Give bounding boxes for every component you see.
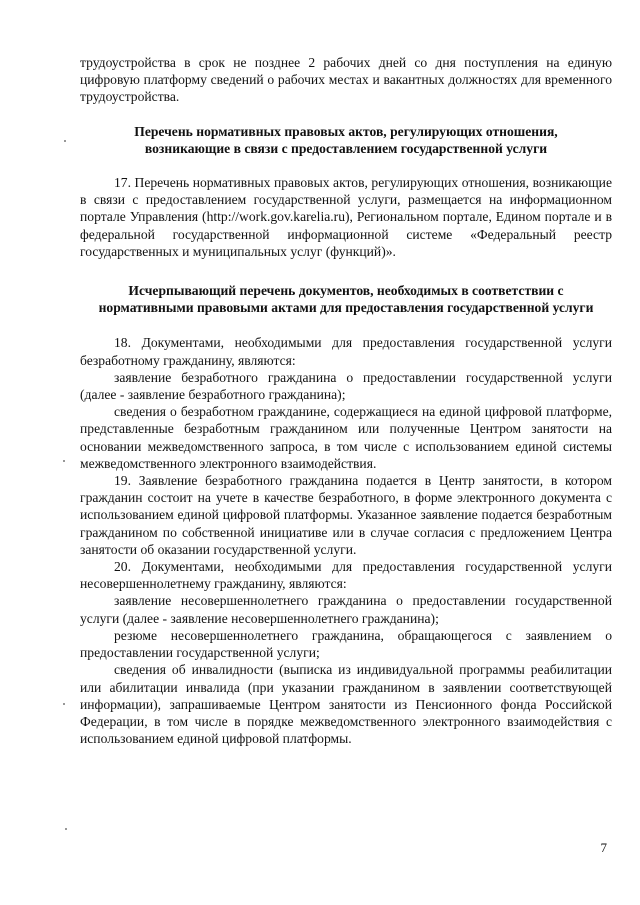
- paragraph-20-item-resume: резюме несовершеннолетнего гражданина, обращающегося с заявлением о предоставлении государственной услуги;: [80, 627, 612, 661]
- paragraph-20-item-disability: сведения об инвалидности (выписка из индивидуальной программы реабилитации или абилитации инвалида (при указании гражданином в заявлении соответствующей информации), запрашиваемые Центром занятости из Пенсионного фонда Российской Федерации, в том числе в порядке межведомственного электронного взаимодействия с использованием единой цифровой платформы.: [80, 662, 612, 747]
- page-number: 7: [600, 840, 607, 855]
- paragraph-17: 17. Перечень нормативных правовых актов, регулирующих отношения, возникающие в связи с предоставлением государственной услуги, размещается на информационном портале Управления (http://work.gov.karelia.ru), Региональном портале, Едином портале и в федеральной государственной информационной системе «Федеральный реестр государственных и муниципальных услуг (функций)».: [80, 175, 612, 259]
- section-title-legal-acts: Перечень нормативных правовых актов, регулирующих отношения, возникающие в связи с предоставлением государственной услуги: [134, 123, 558, 156]
- document-page: [80, 54, 612, 747]
- paragraph-20-item-application: заявление несовершеннолетнего гражданина о предоставлении государственной услуги (далее - заявление несовершеннолетнего гражданина);: [80, 593, 612, 626]
- paragraph-18-item-application: заявление безработного гражданина о предоставлении государственной услуги (далее - заявление безработного гражданина);: [80, 369, 612, 403]
- scan-speck: [65, 828, 67, 830]
- scan-speck: [63, 460, 65, 462]
- section-title-documents: Исчерпывающий перечень документов, необходимых в соответствии с нормативными правовыми актами для предоставления государственной услуги: [98, 283, 594, 316]
- scan-speck: [63, 703, 65, 705]
- paragraph-19: 19. Заявление безработного гражданина подается в Центр занятости, в котором гражданин состоит на учете в качестве безработного, в форме электронного документа с использованием единой цифровой платформы. Указанное заявление подается безработным гражданином по собственной инициативе или в случае согласия с предложением Центра занятости об оказании государственной услуги.: [80, 473, 612, 557]
- paragraph-20: 20. Документами, необходимыми для предоставления государственной услуги несовершеннолетнему гражданину, являются:: [80, 559, 612, 592]
- opening-paragraph: трудоустройства в срок не позднее 2 рабочих дней со дня поступления на единую цифровую платформу сведений о рабочих местах и вакантных должностях для временного трудоустройства.: [80, 55, 612, 105]
- scan-speck: [64, 140, 66, 142]
- paragraph-18-item-information: сведения о безработном гражданине, содержащиеся на единой цифровой платформе, представленные безработным гражданином или полученные Центром занятости на основании межведомственного запроса, в том числе с использованием единой системы межведомственного электронного взаимодействия.: [80, 404, 612, 471]
- paragraph-18: 18. Документами, необходимыми для предоставления государственной услуги безработному гражданину, являются:: [80, 335, 612, 368]
